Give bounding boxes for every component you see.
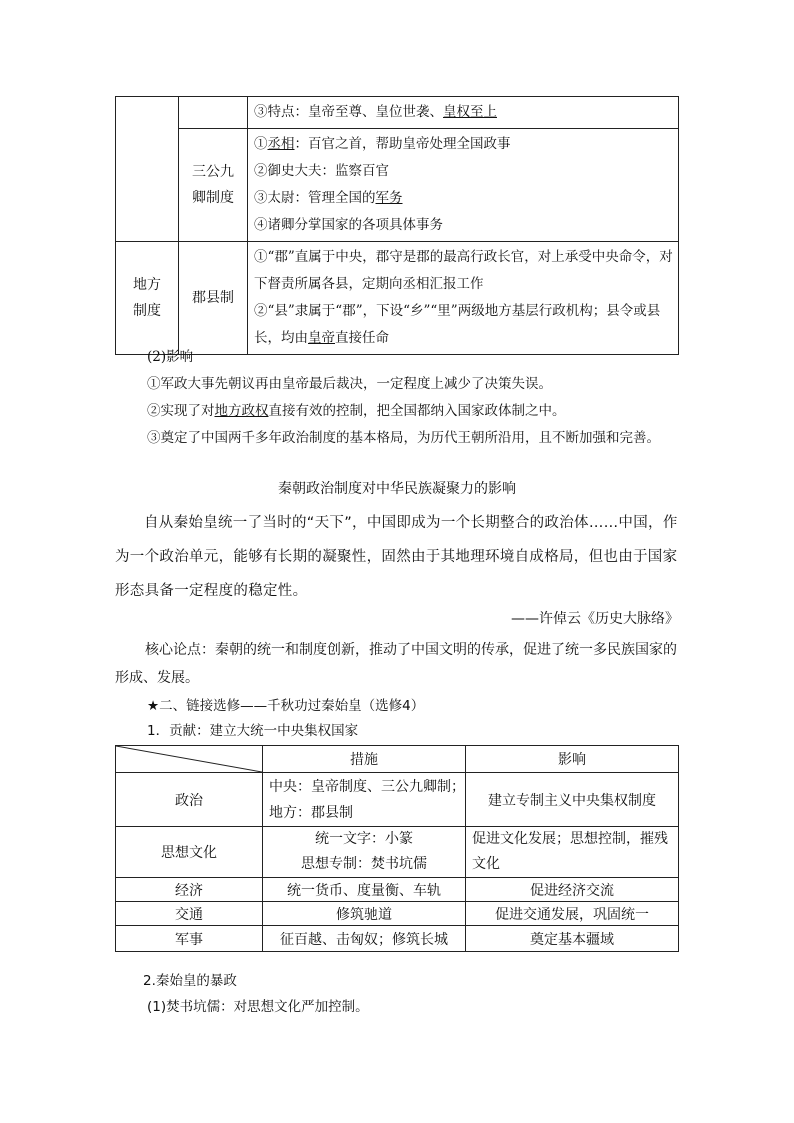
section-2-title: ★二、链接选修——千秋功过秦始皇（选修4） [147,698,425,714]
sangong-line-3: ③太尉：管理全国的军务 [254,190,403,206]
diagonal-header-cell [116,746,263,773]
table1-category-cell-empty [116,97,179,242]
row-military-category: 军事 [116,926,263,952]
sangong-line-4: ④诸卿分掌国家的各项具体事务 [254,217,443,233]
table1-category-local [116,242,179,355]
junxian-para-1: ①“郡”直属于中央，郡守是郡的最高行政长官，对上承受中央命令，对下督责所属各县，定期向丞相汇报工作 [254,249,673,292]
features-underlined: 皇权至上 [443,104,497,120]
sangong-line-2: ②御史大夫：监察百官 [254,163,389,179]
row-politics-effect: 建立专制主义中央集权制度 [466,773,679,827]
row-culture-measure: 统一文字：小篆 思想专制：焚书坑儒 [263,827,466,878]
contribution-table [115,745,679,952]
influence-item-1: ①军政大事先朝议再由皇帝最后裁决，一定程度上减少了决策失误。 [147,376,552,392]
row-military-effect: 奠定基本疆域 [466,926,679,952]
reading-body: 自从秦始皇统一了当时的“天下”，中国即成为一个长期整合的政治体……中国，作为一个政治单元，能够有长期的凝聚性，固然由于其地理环境自成格局，但也由于国家形态具备一定程度的稳定性。 [115,515,678,599]
row-transport-effect: 促进交通发展，巩固统一 [466,902,679,926]
row-economy-measure: 统一货币、度量衡、车轨 [263,878,466,902]
header-measures: 措施 [263,746,466,773]
row-culture-category: 思想文化 [116,827,263,878]
central-local-system-table [115,96,679,355]
table1-label-cell-empty [179,97,248,129]
table1-label-sangong [179,129,248,242]
row-economy-effect: 促进经济交流 [466,878,679,902]
influence-item-2: ②实现了对地方政权直接有效的控制，把全国都纳入国家政体制之中。 [147,403,566,419]
influence-item-3: ③奠定了中国两千多年政治制度的基本格局，为历代王朝所沿用，且不断加强和完善。 [147,430,660,446]
core-argument: 核心论点：秦朝的统一和制度创新，推动了中国文明的传承，促进了统一多民族国家的形成、发展。 [115,642,677,686]
table1-sangong-content [248,129,679,242]
sangong-line-1: ①丞相：百官之首，帮助皇帝处理全国政事 [254,136,511,152]
local-system-label: 地方制度 [133,277,161,319]
sangong-label: 三公九卿制度 [192,164,234,206]
section-2-sub-1: 1．贡献：建立大统一中央集权国家 [147,723,359,739]
row-transport-category: 交通 [116,902,263,926]
section-2-sub-2: 2.秦始皇的暴政 [143,973,237,989]
row-transport-measure: 修筑驰道 [263,902,466,926]
header-effects: 影响 [466,746,679,773]
table1-label-junxian: 郡县制 [179,242,248,355]
features-text: ③特点：皇帝至尊、皇位世袭、 [254,104,443,120]
row-culture-effect: 促进文化发展；思想控制，摧残文化 [466,827,679,878]
junxian-para-2: ②“县”隶属于“郡”，下设“乡”“里”两级地方基层行政机构；县令或县长，均由皇帝直接任命 [254,303,661,346]
reading-title: 秦朝政治制度对中华民族凝聚力的影响 [278,481,516,497]
table1-emperor-features [248,97,679,129]
row-politics-category: 政治 [116,773,263,827]
influence-heading: (2)影响 [147,349,194,365]
table1-junxian-content [248,242,679,355]
diagonal-line [116,746,262,772]
row-economy-category: 经济 [116,878,263,902]
reading-source: ——许倬云《历史大脉络》 [511,611,679,627]
row-military-measure: 征百越、击匈奴；修筑长城 [263,926,466,952]
row-politics-measure: 中央：皇帝制度、三公九卿制； 地方：郡县制 [263,773,466,827]
tyranny-item-1: (1)焚书坑儒：对思想文化严加控制。 [147,999,369,1015]
